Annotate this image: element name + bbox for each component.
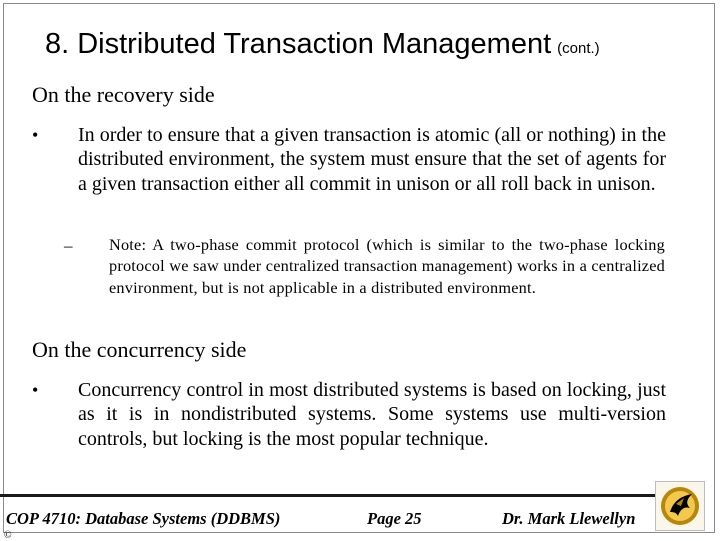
- bullet-text-concurrency: Concurrency control in most distributed systems is based on locking, just as it is in nondistributed systems. Some systems use multi-version controls, but locking is the most popular technique.: [78, 379, 666, 450]
- title-suffix: (cont.): [557, 40, 600, 57]
- slide-title: [45, 28, 705, 61]
- bullet-text-recovery: In order to ensure that a given transaction is atomic (all or nothing) in the distributed environment, the system must ensure that the set of agents for a given transaction either all commit in unison or all roll back in unison.: [78, 124, 666, 195]
- footer-copyright: ©: [4, 530, 12, 541]
- section-heading-recovery: On the recovery side: [32, 82, 215, 107]
- sub-bullet-text-note: Note: A two-phase commit protocol (which is similar to the two-phase locking protocol we saw under centralized transaction management) works in a centralized environment, but is not applicable in a distributed environment.: [109, 235, 665, 297]
- footer-page-number: Page 25: [367, 509, 422, 528]
- bullet-symbol: •: [32, 125, 39, 145]
- title-text: 8. Distributed Transaction Management: [45, 28, 552, 60]
- bullet-symbol: •: [32, 380, 39, 400]
- footer-divider: [0, 494, 658, 497]
- ucf-pegasus-logo-icon: [655, 481, 705, 531]
- footer-course: COP 4710: Database Systems (DDBMS): [6, 509, 281, 528]
- footer-author: Dr. Mark Llewellyn: [502, 509, 636, 528]
- section-heading-concurrency: On the concurrency side: [32, 337, 247, 362]
- sub-bullet-symbol: –: [64, 236, 73, 255]
